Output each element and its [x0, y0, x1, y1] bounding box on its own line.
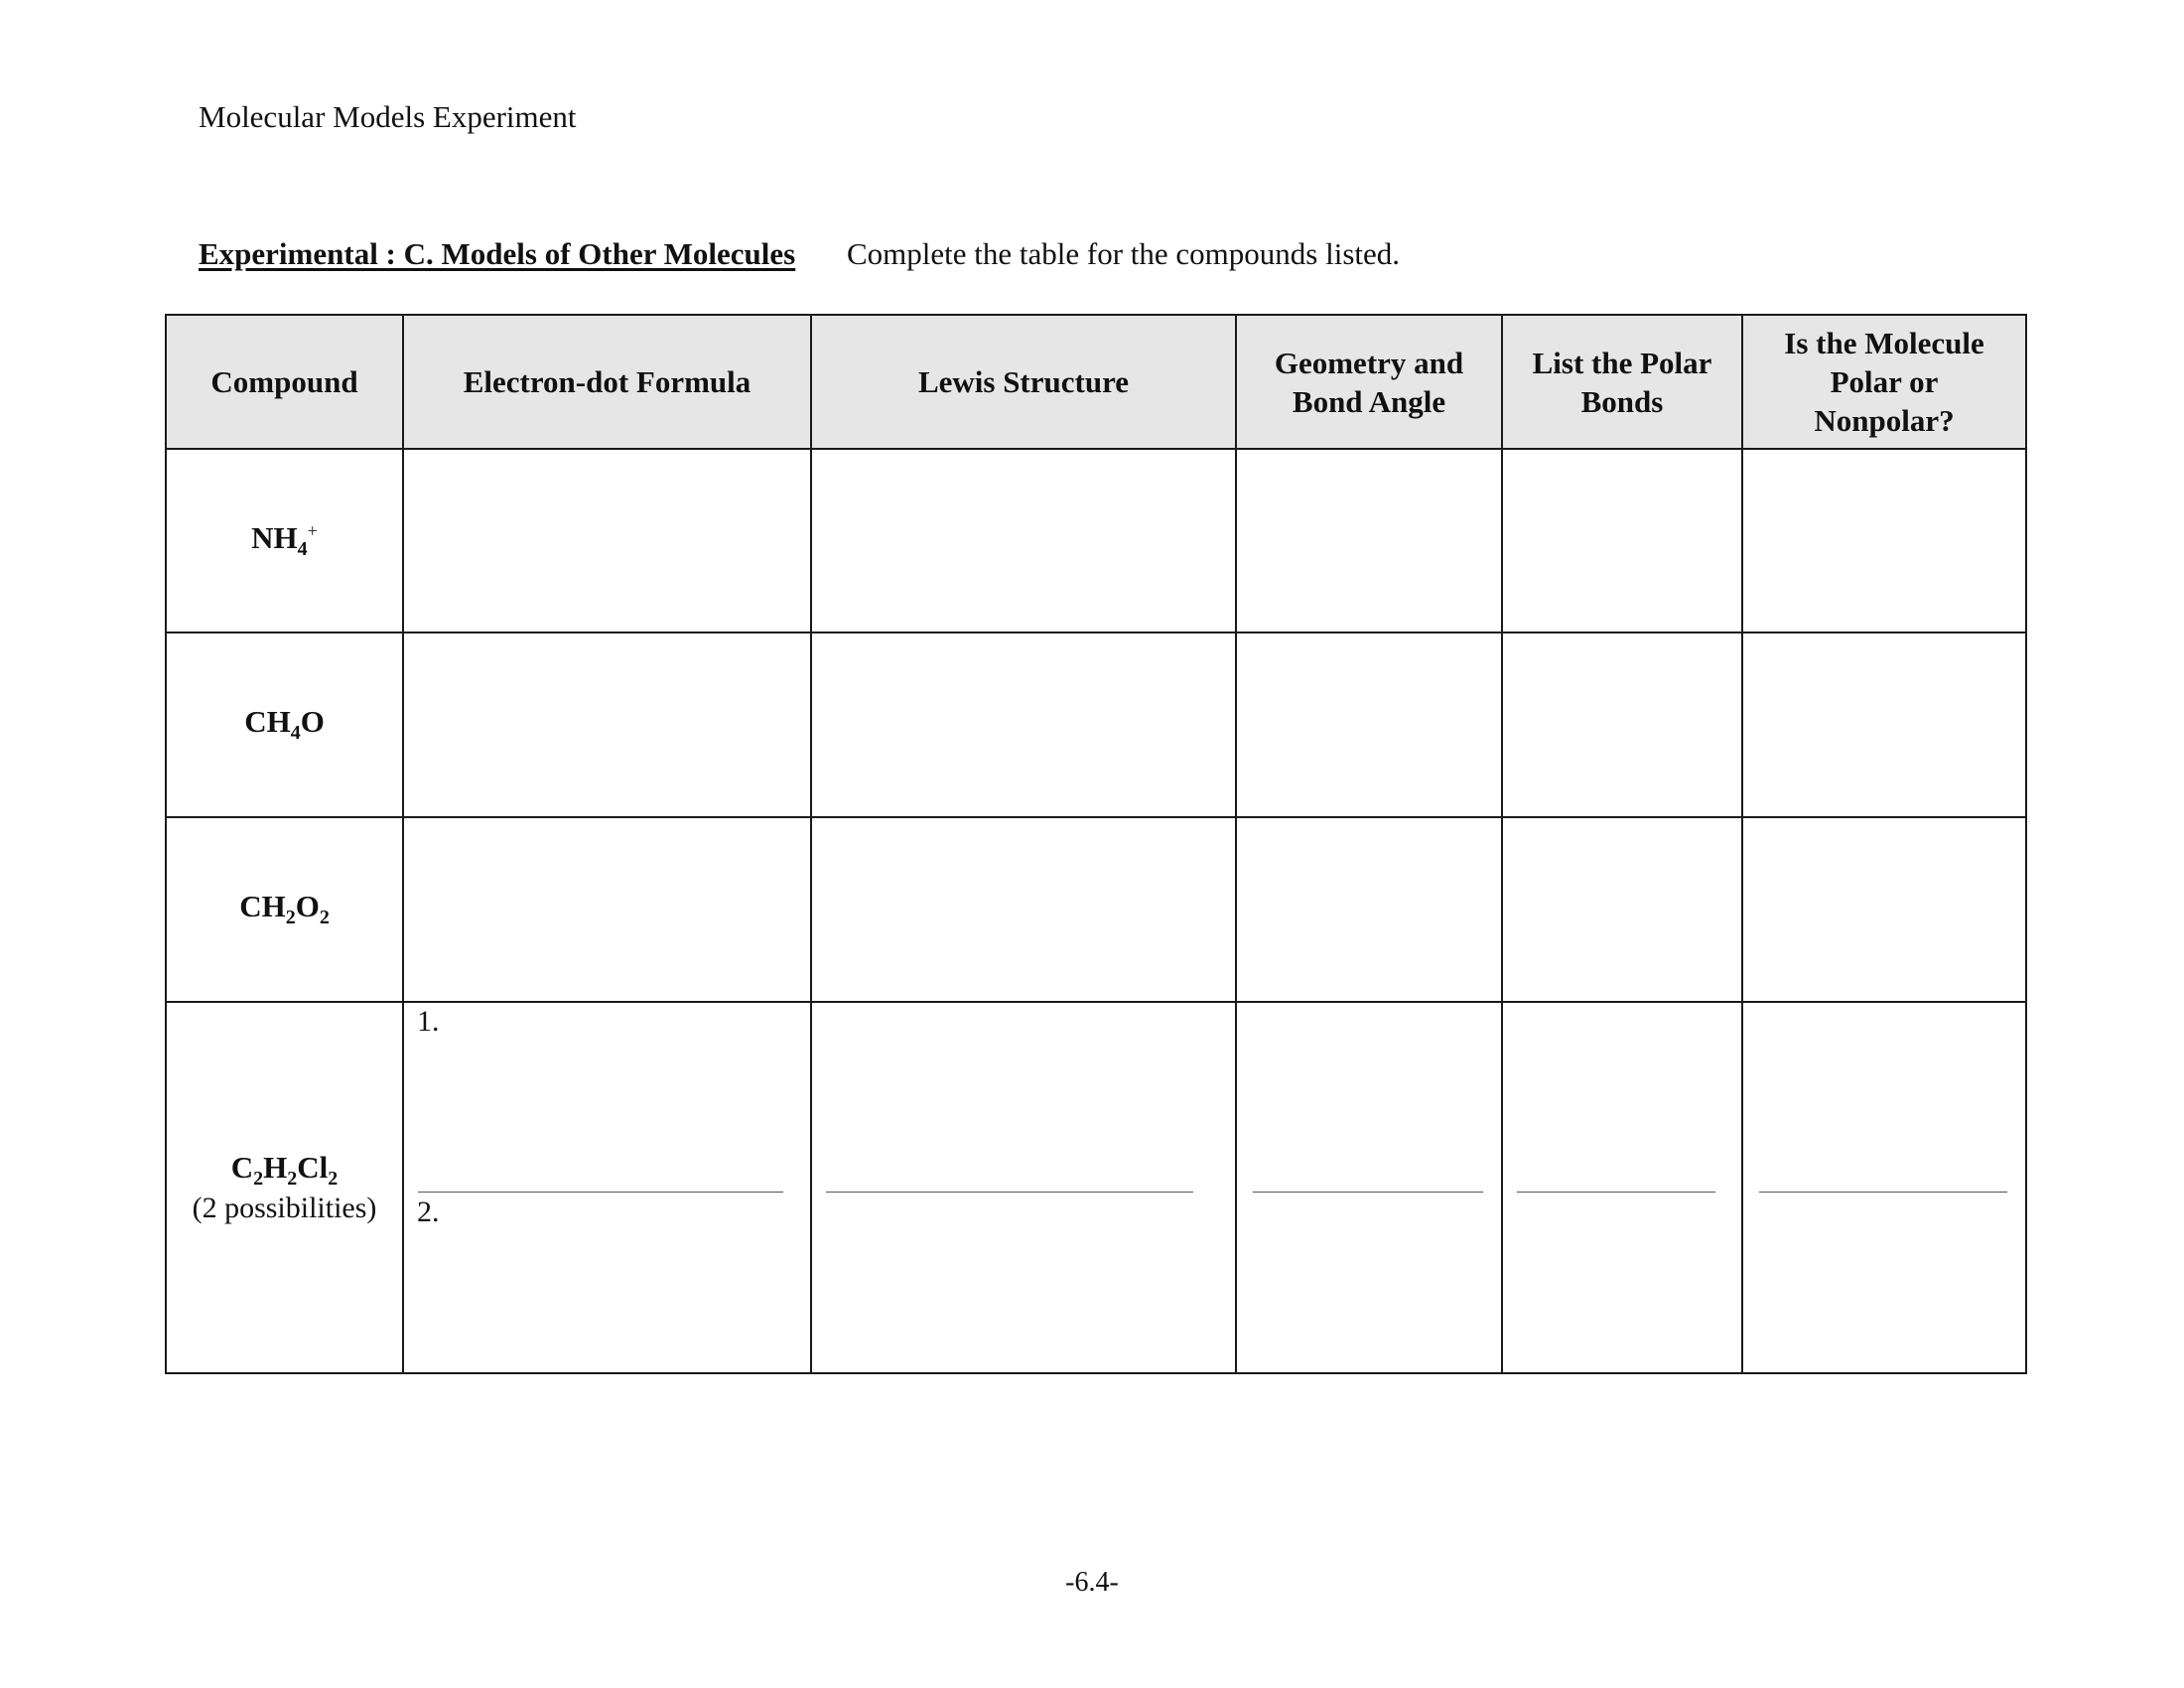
compound-c2h2cl2: $C_2H_2Cl_2$ (2 possibilities) [192, 1150, 377, 1224]
table-column-rule [1235, 314, 1237, 1374]
column-header-polarity: Is the Molecule Polar or Nonpolar? [1784, 326, 1984, 438]
table-column-rule [810, 314, 812, 1374]
table-row-rule [165, 1001, 2027, 1003]
table-column-rule [402, 314, 404, 1374]
entry-divider-line [418, 1192, 783, 1193]
table-header-rule [165, 448, 2027, 450]
compound-ch4o: $CH_4O$ [244, 704, 325, 745]
table-column-rule [1741, 314, 1743, 1374]
table-column-rule [1501, 314, 1503, 1374]
entry-divider-line [1253, 1192, 1483, 1193]
column-header-lewis-structure: Lewis Structure [917, 364, 1130, 399]
document-header: Molecular Models Experiment [199, 99, 577, 134]
section-line [199, 236, 1400, 272]
entry-divider-line [826, 1192, 1193, 1193]
entry-divider-line [1517, 1192, 1715, 1193]
compound-table [165, 314, 2027, 1374]
entry-label-1: 1. [417, 1005, 440, 1038]
table-row-rule [165, 816, 2027, 818]
section-heading: Experimental : C. Models of Other Molecules [199, 236, 796, 271]
compound-nh4: $NH_4^+$ [251, 519, 318, 561]
column-header-polar-bonds: List the Polar Bonds [1532, 345, 1712, 419]
table-border-bottom [165, 1372, 2027, 1374]
column-header-geometry: Geometry and Bond Angle [1274, 345, 1464, 419]
instruction-text: Complete the table for the compounds listed. [846, 236, 1401, 271]
compound-ch2o2: $CH_2O_2$ [239, 889, 330, 929]
page-number: -6.4- [1065, 1567, 1119, 1598]
column-header-electron-dot: Electron-dot Formula [463, 364, 751, 399]
entry-label-2: 2. [417, 1196, 440, 1228]
entry-divider-line [1759, 1192, 2007, 1193]
table-border-right [2025, 314, 2027, 1374]
table-row-rule [165, 632, 2027, 633]
column-header-compound: Compound [210, 364, 358, 399]
possibilities-note: (2 possibilities) [192, 1191, 377, 1224]
